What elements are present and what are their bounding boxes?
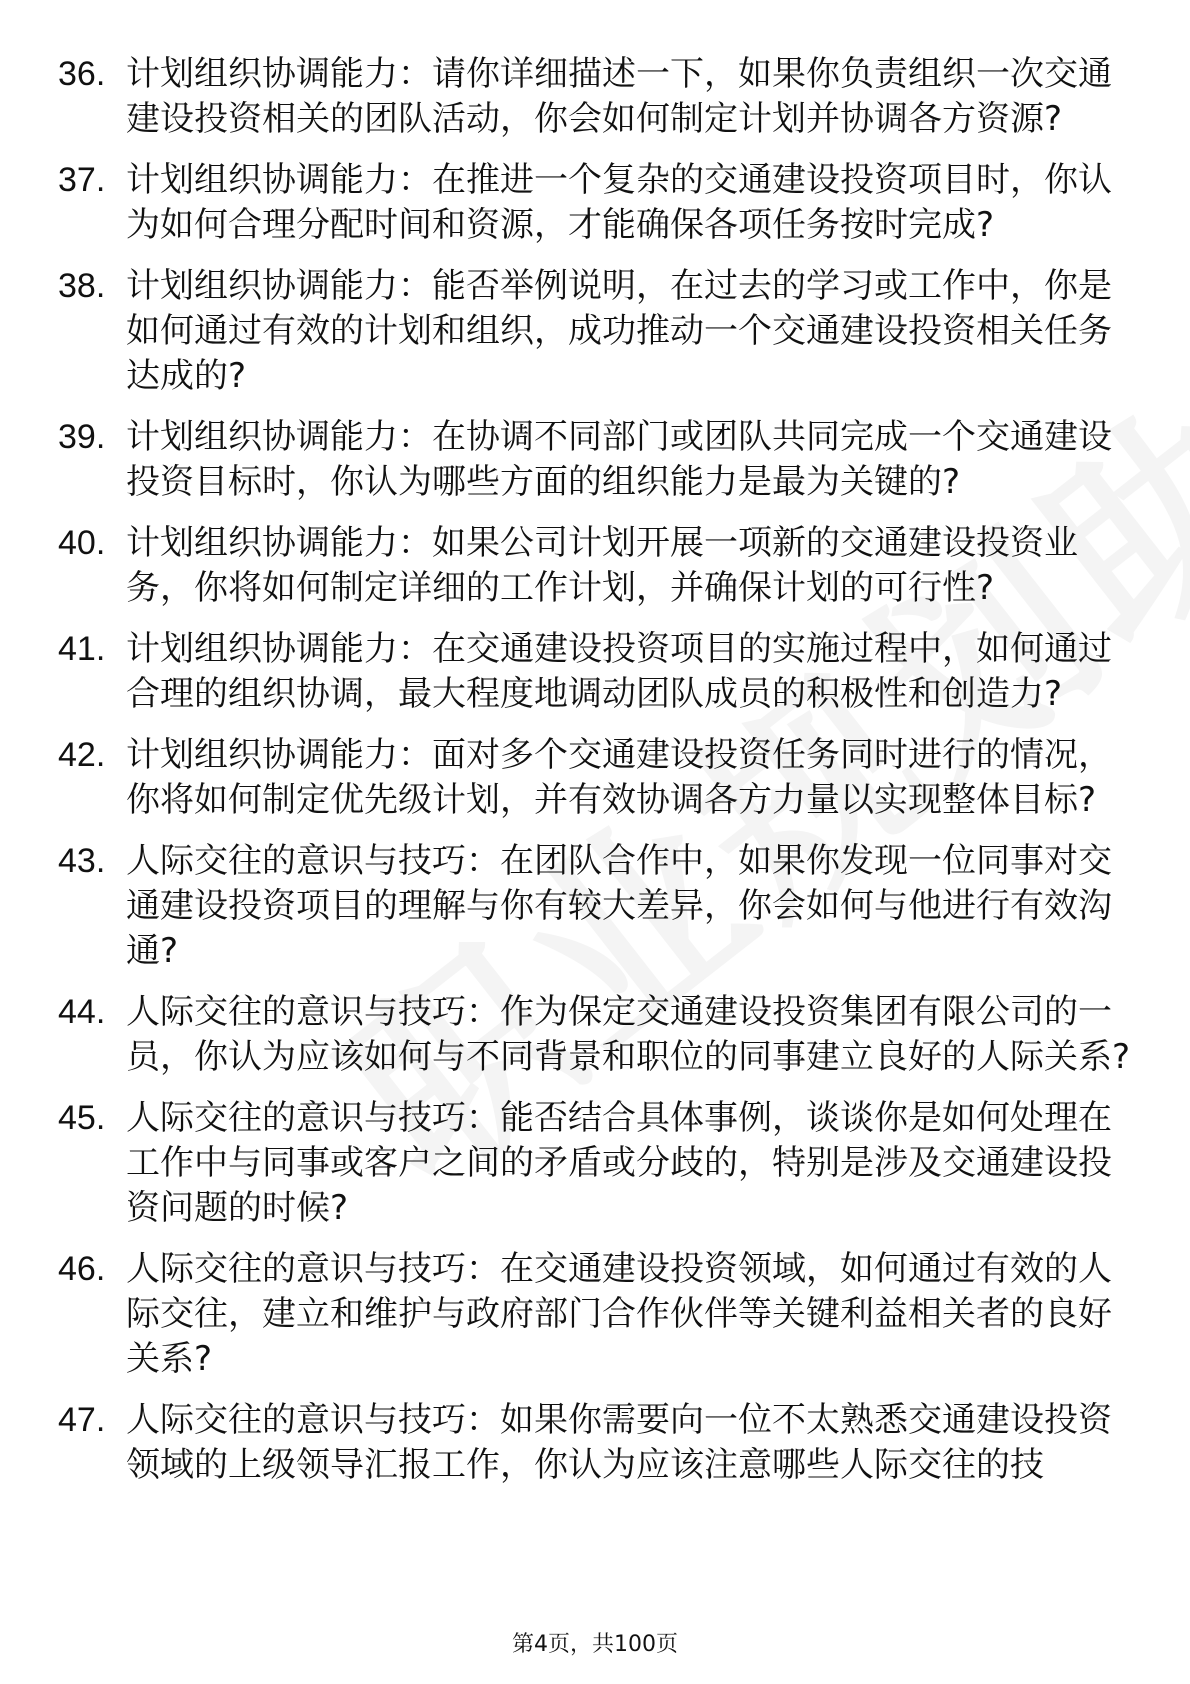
question-number: 45. (58, 1099, 106, 1137)
question-text: 计划组织协调能力：在交通建设投资项目的实施过程中，如何通过合理的组织协调，最大程度地调动团队成员的积极性和创造力? (126, 629, 1112, 714)
question-list (0, 52, 1190, 1504)
question-text: 计划组织协调能力：能否举例说明，在过去的学习或工作中，你是如何通过有效的计划和组织，成功推动一个交通建设投资相关任务达成的? (126, 266, 1112, 396)
question-item (0, 158, 1190, 248)
question-item (0, 733, 1190, 823)
question-text: 人际交往的意识与技巧：如果你需要向一位不太熟悉交通建设投资领域的上级领导汇报工作，你认为应该注意哪些人际交往的技 (126, 1400, 1112, 1485)
page-footer: 第4页，共100页 (512, 1632, 678, 1657)
question-text: 人际交往的意识与技巧：在团队合作中，如果你发现一位同事对交通建设投资项目的理解与你有较大差异，你会如何与他进行有效沟通? (126, 841, 1112, 971)
question-item (0, 627, 1190, 717)
question-number: 44. (58, 993, 106, 1031)
question-number: 39. (58, 418, 106, 456)
question-number: 38. (58, 267, 106, 305)
question-number: 46. (58, 1250, 106, 1288)
question-item (0, 839, 1190, 974)
question-text: 计划组织协调能力：请你详细描述一下，如果你负责组织一次交通建设投资相关的团队活动，你会如何制定计划并协调各方资源? (126, 54, 1112, 139)
question-item (0, 52, 1190, 142)
question-item (0, 990, 1190, 1080)
question-item (0, 415, 1190, 505)
question-text: 计划组织协调能力：在推进一个复杂的交通建设投资项目时，你认为如何合理分配时间和资源，才能确保各项任务按时完成? (126, 160, 1112, 245)
question-number: 37. (58, 161, 106, 199)
question-text: 人际交往的意识与技巧：作为保定交通建设投资集团有限公司的一员，你认为应该如何与不同背景和职位的同事建立良好的人际关系? (126, 992, 1131, 1077)
question-text: 人际交往的意识与技巧：在交通建设投资领域，如何通过有效的人际交往，建立和维护与政府部门合作伙伴等关键利益相关者的良好关系? (126, 1249, 1112, 1379)
question-number: 47. (58, 1401, 106, 1439)
question-item (0, 521, 1190, 611)
question-text: 人际交往的意识与技巧：能否结合具体事例，谈谈你是如何处理在工作中与同事或客户之间的矛盾或分歧的，特别是涉及交通建设投资问题的时候? (126, 1098, 1112, 1228)
question-text: 计划组织协调能力：在协调不同部门或团队共同完成一个交通建设投资目标时，你认为哪些方面的组织能力是最为关键的? (126, 417, 1112, 502)
question-item (0, 1398, 1190, 1488)
question-number: 42. (58, 736, 106, 774)
question-item (0, 1096, 1190, 1231)
question-item (0, 264, 1190, 399)
question-item (0, 1247, 1190, 1382)
question-number: 43. (58, 842, 106, 880)
question-number: 41. (58, 630, 106, 668)
question-text: 计划组织协调能力：如果公司计划开展一项新的交通建设投资业务，你将如何制定详细的工作计划，并确保计划的可行性? (126, 523, 1078, 608)
question-number: 36. (58, 55, 106, 93)
question-number: 40. (58, 524, 106, 562)
question-text: 计划组织协调能力：面对多个交通建设投资任务同时进行的情况，你将如何制定优先级计划，并有效协调各方力量以实现整体目标? (126, 735, 1112, 820)
